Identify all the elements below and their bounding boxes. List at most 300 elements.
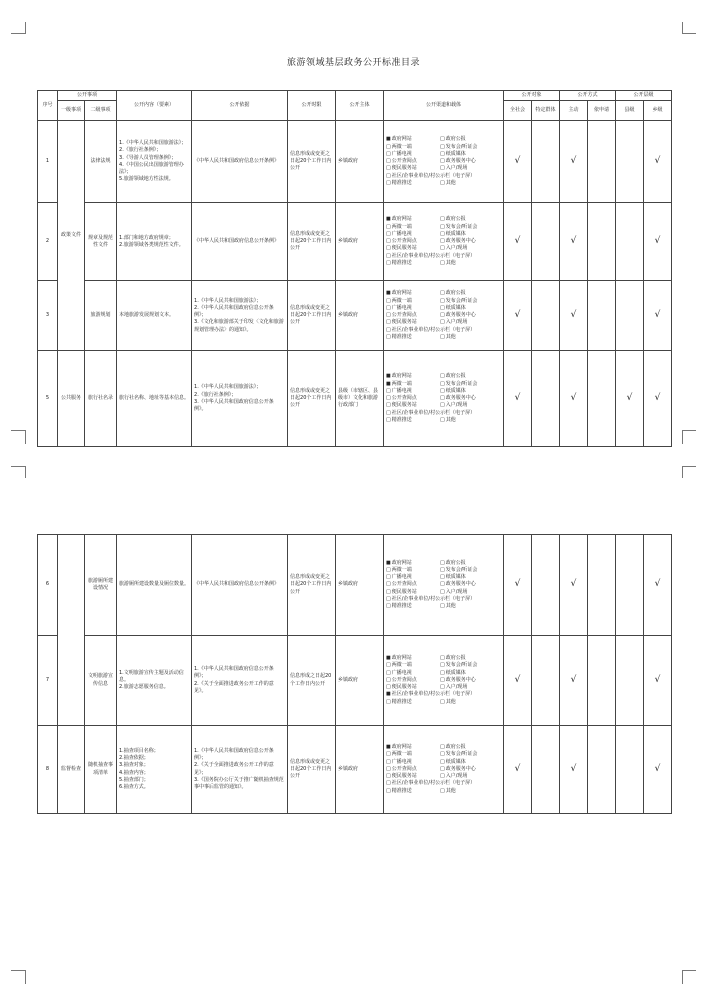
unchecked-box-icon: □ <box>440 165 445 172</box>
row-level2: 法律法规 <box>85 121 117 203</box>
row-time: 信息形成或变更之日起20个工作日内公开 <box>288 351 336 447</box>
unchecked-box-icon: □ <box>386 230 391 237</box>
checked-box-icon: ■ <box>386 655 391 662</box>
channel-item: □便民服务站 <box>386 684 417 691</box>
row-seq: 2 <box>38 203 58 281</box>
crop-mark <box>682 466 696 467</box>
row-channels <box>384 535 504 636</box>
checked-box-icon: ■ <box>386 744 391 751</box>
unchecked-box-icon: □ <box>386 669 391 676</box>
unchecked-box-icon: □ <box>440 684 445 691</box>
table-row <box>38 636 672 726</box>
unchecked-box-icon: □ <box>386 223 391 230</box>
check-level-town: √ <box>644 351 672 447</box>
check-level-county <box>616 636 644 726</box>
channel-item: □政府公报 <box>440 373 466 380</box>
row-level2: 旅行社名录 <box>85 351 117 447</box>
crop-mark <box>682 430 683 444</box>
unchecked-box-icon: □ <box>386 581 391 588</box>
header-channel: 公开渠道和载体 <box>384 91 504 121</box>
channel-item: □公开查阅点 <box>386 581 417 588</box>
unchecked-box-icon: □ <box>386 304 391 311</box>
check-mode-request <box>588 351 616 447</box>
crop-mark <box>25 970 26 984</box>
channel-item: ■政府网站 <box>386 290 412 297</box>
crop-mark <box>11 430 25 431</box>
channel-item: ■政府网站 <box>386 136 412 143</box>
unchecked-box-icon: □ <box>386 416 391 423</box>
header-target: 公开对象 <box>504 91 560 101</box>
row-subject: 乡镇政府 <box>336 535 384 636</box>
row-subject: 乡镇政府 <box>336 121 384 203</box>
channel-item: □政府公报 <box>440 136 466 143</box>
unchecked-box-icon: □ <box>386 326 391 333</box>
check-mode-active: √ <box>560 121 588 203</box>
channel-item: □发布会/听证会 <box>440 751 478 758</box>
unchecked-box-icon: □ <box>440 373 445 380</box>
unchecked-box-icon: □ <box>386 409 391 416</box>
table-row <box>38 351 672 447</box>
unchecked-box-icon: □ <box>386 566 391 573</box>
header-mode-request: 依申请 <box>588 101 616 121</box>
channel-item: □公开查阅点 <box>386 312 417 319</box>
row-channels <box>384 636 504 726</box>
unchecked-box-icon: □ <box>440 319 445 326</box>
row-basis: 《中华人民共和国政府信息公开条例》 <box>192 203 288 281</box>
check-target-all: √ <box>504 203 532 281</box>
checked-box-icon: ■ <box>386 559 391 566</box>
unchecked-box-icon: □ <box>440 676 445 683</box>
unchecked-box-icon: □ <box>386 158 391 165</box>
channel-item: □政府公报 <box>440 559 466 566</box>
row-content: 1.《中华人民共和国旅游法》； 2.《旅行社条例》； 3.《导游人员管理条例》； 4.《中国公民出国旅游管理办法》； 5.旅游领域地方性法规。 <box>117 121 192 203</box>
unchecked-box-icon: □ <box>440 297 445 304</box>
table-row <box>38 121 672 203</box>
unchecked-box-icon: □ <box>386 312 391 319</box>
check-mode-active: √ <box>560 281 588 351</box>
check-mode-active: √ <box>560 726 588 814</box>
channel-item: □两微一端 <box>386 751 412 758</box>
channel-item: ■政府网站 <box>386 216 412 223</box>
crop-mark <box>11 33 25 34</box>
unchecked-box-icon: □ <box>440 216 445 223</box>
check-mode-request <box>588 535 616 636</box>
channel-item: □社区/企事业单位/村公示栏（电子屏） <box>386 252 476 259</box>
header-target-special: 特定群体 <box>532 101 560 121</box>
check-mode-request <box>588 726 616 814</box>
check-target-all: √ <box>504 726 532 814</box>
row-content: 旅行社名称、地址等基本信息。 <box>117 351 192 447</box>
check-target-all: √ <box>504 636 532 726</box>
unchecked-box-icon: □ <box>386 698 391 705</box>
unchecked-box-icon: □ <box>386 333 391 340</box>
check-mode-active: √ <box>560 351 588 447</box>
row-level2: 旅游规划 <box>85 281 117 351</box>
row-time: 信息形成或变更之日起20个工作日内公开 <box>288 203 336 281</box>
channel-item: □入户/现场 <box>440 402 468 409</box>
unchecked-box-icon: □ <box>386 662 391 669</box>
channel-item: □公开查阅点 <box>386 676 417 683</box>
table-row <box>38 726 672 814</box>
row-subject: 乡镇政府 <box>336 281 384 351</box>
channel-item: □政务服务中心 <box>440 676 476 683</box>
check-target-special <box>532 726 560 814</box>
channel-item: □公开查阅点 <box>386 238 417 245</box>
row-level1: 公共服务 <box>58 351 85 447</box>
header-target-all: 全社会 <box>504 101 532 121</box>
channel-item: □两微一端 <box>386 143 412 150</box>
crop-mark <box>682 970 696 971</box>
row-seq: 5 <box>38 351 58 447</box>
channel-item: □其他 <box>440 698 456 705</box>
row-level1: 政策文件 <box>58 121 85 351</box>
channel-item: □广播电视 <box>386 387 412 394</box>
check-mode-active: √ <box>560 535 588 636</box>
unchecked-box-icon: □ <box>386 676 391 683</box>
unchecked-box-icon: □ <box>440 290 445 297</box>
channel-item: □发布会/听证会 <box>440 662 478 669</box>
crop-mark <box>682 33 696 34</box>
unchecked-box-icon: □ <box>386 259 391 266</box>
row-basis: 1.《中华人民共和国政府信息公开条例》； 2.《关于全面推进政务公开工作的意见》。 <box>192 636 288 726</box>
channel-item: □便民服务站 <box>386 773 417 780</box>
channel-item: □公开查阅点 <box>386 395 417 402</box>
unchecked-box-icon: □ <box>440 416 445 423</box>
check-target-special <box>532 121 560 203</box>
unchecked-box-icon: □ <box>386 684 391 691</box>
channel-item: □广播电视 <box>386 669 412 676</box>
unchecked-box-icon: □ <box>386 765 391 772</box>
channel-item: □广播电视 <box>386 150 412 157</box>
channel-item: □发布会/听证会 <box>440 380 478 387</box>
check-target-special <box>532 351 560 447</box>
unchecked-box-icon: □ <box>440 158 445 165</box>
channel-item: □精准推送 <box>386 333 412 340</box>
unchecked-box-icon: □ <box>440 566 445 573</box>
check-mode-active: √ <box>560 636 588 726</box>
row-time: 信息形成或变更之日起20个工作日内公开 <box>288 121 336 203</box>
unchecked-box-icon: □ <box>440 758 445 765</box>
row-channels <box>384 281 504 351</box>
table-body-page1 <box>38 121 672 447</box>
crop-mark <box>11 466 25 467</box>
row-basis: 1.《中华人民共和国政府信息公开条例》； 2.《关于全面推进政务公开工作的意见》； 3.《国务院办公厅关于推广随机抽查规范事中事后监管的通知》。 <box>192 726 288 814</box>
unchecked-box-icon: □ <box>440 744 445 751</box>
unchecked-box-icon: □ <box>440 655 445 662</box>
channel-item: □发布会/听证会 <box>440 223 478 230</box>
unchecked-box-icon: □ <box>386 787 391 794</box>
row-content: 旅游厕所建设数量及厕位数量。 <box>117 535 192 636</box>
header-basis: 公开依据 <box>192 91 288 121</box>
channel-item: □两微一端 <box>386 662 412 669</box>
row-level1 <box>58 535 85 726</box>
channel-item: □社区/企事业单位/村公示栏（电子屏） <box>386 172 476 179</box>
row-subject: 县级（市辖区、县级市）文化和旅游行政部门 <box>336 351 384 447</box>
row-channels <box>384 121 504 203</box>
crop-mark <box>25 430 26 444</box>
unchecked-box-icon: □ <box>440 669 445 676</box>
channel-item: □纸质媒体 <box>440 669 466 676</box>
check-level-county <box>616 203 644 281</box>
row-seq: 8 <box>38 726 58 814</box>
unchecked-box-icon: □ <box>440 230 445 237</box>
header-level2: 二级事项 <box>85 101 117 121</box>
row-seq: 3 <box>38 281 58 351</box>
checked-box-icon: ■ <box>386 380 391 387</box>
channel-item: □精准推送 <box>386 603 412 610</box>
channel-list <box>386 373 501 424</box>
unchecked-box-icon: □ <box>440 603 445 610</box>
check-mode-active: √ <box>560 203 588 281</box>
channel-item: □纸质媒体 <box>440 387 466 394</box>
crop-mark <box>682 970 683 984</box>
row-content: 本地旅游发展规划文本。 <box>117 281 192 351</box>
row-channels <box>384 351 504 447</box>
unchecked-box-icon: □ <box>386 773 391 780</box>
channel-item: □便民服务站 <box>386 402 417 409</box>
crop-mark <box>25 22 26 34</box>
unchecked-box-icon: □ <box>386 297 391 304</box>
channel-item: □精准推送 <box>386 698 412 705</box>
channel-list <box>386 744 501 795</box>
check-level-town: √ <box>644 726 672 814</box>
channel-item: □政务服务中心 <box>440 395 476 402</box>
row-subject: 乡镇政府 <box>336 726 384 814</box>
row-level2: 随机抽查事项清单 <box>85 726 117 814</box>
header-level-county: 县级 <box>616 101 644 121</box>
channel-item: ■政府网站 <box>386 744 412 751</box>
channel-item: ■政府网站 <box>386 655 412 662</box>
check-target-all: √ <box>504 535 532 636</box>
channel-item: □其他 <box>440 787 456 794</box>
unchecked-box-icon: □ <box>386 238 391 245</box>
unchecked-box-icon: □ <box>440 751 445 758</box>
check-level-town: √ <box>644 636 672 726</box>
check-level-town: √ <box>644 203 672 281</box>
channel-list <box>386 216 501 267</box>
channel-list <box>386 655 501 706</box>
table-row <box>38 535 672 636</box>
unchecked-box-icon: □ <box>386 588 391 595</box>
channel-item: □精准推送 <box>386 416 412 423</box>
unchecked-box-icon: □ <box>386 395 391 402</box>
channel-item: □两微一端 <box>386 566 412 573</box>
unchecked-box-icon: □ <box>386 143 391 150</box>
channel-item: □纸质媒体 <box>440 304 466 311</box>
unchecked-box-icon: □ <box>386 165 391 172</box>
channel-item: □入户/现场 <box>440 684 468 691</box>
unchecked-box-icon: □ <box>386 595 391 602</box>
page-title: 旅游领域基层政务公开标准目录 <box>286 58 420 68</box>
channel-item: □政务服务中心 <box>440 765 476 772</box>
row-basis: 1.《中华人民共和国旅游法》； 2.《中华人民共和国政府信息公开条例》； 3.《文化和旅游部关于印发〈文化和旅游规划管理办法〉的通知》。 <box>192 281 288 351</box>
table-row <box>38 281 672 351</box>
channel-item: □广播电视 <box>386 758 412 765</box>
check-level-county <box>616 121 644 203</box>
row-channels <box>384 203 504 281</box>
channel-item: □两微一端 <box>386 223 412 230</box>
crop-mark <box>682 430 696 431</box>
check-target-all: √ <box>504 121 532 203</box>
header-seq: 序号 <box>38 91 58 121</box>
row-time: 信息形成或变更之日起20个工作日内公开 <box>288 726 336 814</box>
channel-list <box>386 290 501 341</box>
row-basis: 《中华人民共和国政府信息公开条例》 <box>192 121 288 203</box>
check-target-all: √ <box>504 351 532 447</box>
unchecked-box-icon: □ <box>440 179 445 186</box>
unchecked-box-icon: □ <box>440 223 445 230</box>
channel-item: □发布会/听证会 <box>440 297 478 304</box>
row-seq: 7 <box>38 636 58 726</box>
unchecked-box-icon: □ <box>386 387 391 394</box>
row-channels <box>384 726 504 814</box>
row-level2: 旅游厕所建设情况 <box>85 535 117 636</box>
channel-item: □便民服务站 <box>386 319 417 326</box>
check-target-all: √ <box>504 281 532 351</box>
unchecked-box-icon: □ <box>440 333 445 340</box>
unchecked-box-icon: □ <box>386 252 391 259</box>
unchecked-box-icon: □ <box>386 319 391 326</box>
channel-item: □精准推送 <box>386 179 412 186</box>
channel-item: □其他 <box>440 179 456 186</box>
channel-item: □纸质媒体 <box>440 150 466 157</box>
check-target-special <box>532 535 560 636</box>
row-level1: 监督检查 <box>58 726 85 814</box>
row-content: 1.文明旅游宣传主题及活动信息。 2.旅游志愿服务信息。 <box>117 636 192 726</box>
channel-item: □广播电视 <box>386 230 412 237</box>
channel-item: □政务服务中心 <box>440 581 476 588</box>
checked-box-icon: ■ <box>386 373 391 380</box>
channel-item: ■政府网站 <box>386 373 412 380</box>
unchecked-box-icon: □ <box>386 603 391 610</box>
header-time: 公开时限 <box>288 91 336 121</box>
unchecked-box-icon: □ <box>440 238 445 245</box>
unchecked-box-icon: □ <box>440 259 445 266</box>
check-level-town: √ <box>644 535 672 636</box>
row-level2: 文明旅游宣传信息 <box>85 636 117 726</box>
unchecked-box-icon: □ <box>440 574 445 581</box>
channel-item: □社区/企事业单位/村公示栏（电子屏） <box>386 595 476 602</box>
check-level-county <box>616 726 644 814</box>
unchecked-box-icon: □ <box>440 136 445 143</box>
channel-item: □政府公报 <box>440 655 466 662</box>
row-time: 信息形成之日起20个工作日内公开 <box>288 636 336 726</box>
channel-item: □社区/企事业单位/村公示栏（电子屏） <box>386 780 476 787</box>
channel-item: □公开查阅点 <box>386 765 417 772</box>
check-mode-request <box>588 636 616 726</box>
header-level: 公开层级 <box>616 91 672 101</box>
checked-box-icon: ■ <box>386 290 391 297</box>
check-level-county <box>616 281 644 351</box>
channel-item: □入户/现场 <box>440 165 468 172</box>
channel-list <box>386 136 501 187</box>
unchecked-box-icon: □ <box>386 150 391 157</box>
unchecked-box-icon: □ <box>386 780 391 787</box>
unchecked-box-icon: □ <box>386 245 391 252</box>
channel-item: □广播电视 <box>386 574 412 581</box>
checked-box-icon: ■ <box>386 691 391 698</box>
unchecked-box-icon: □ <box>440 387 445 394</box>
row-subject: 乡镇政府 <box>336 636 384 726</box>
channel-item: □便民服务站 <box>386 245 417 252</box>
channel-item: □精准推送 <box>386 259 412 266</box>
check-mode-request <box>588 281 616 351</box>
unchecked-box-icon: □ <box>386 179 391 186</box>
check-level-town: √ <box>644 121 672 203</box>
table-row <box>38 203 672 281</box>
unchecked-box-icon: □ <box>386 402 391 409</box>
check-level-town: √ <box>644 281 672 351</box>
unchecked-box-icon: □ <box>386 172 391 179</box>
catalog-table-page2 <box>37 534 672 814</box>
channel-list <box>386 560 501 611</box>
row-seq: 1 <box>38 121 58 203</box>
checked-box-icon: ■ <box>386 136 391 143</box>
unchecked-box-icon: □ <box>440 245 445 252</box>
row-basis: 1.《中华人民共和国旅游法》； 2.《旅行社条例》； 3.《中华人民共和国政府信息公开条例》。 <box>192 351 288 447</box>
crop-mark <box>11 970 25 971</box>
header-level1: 一级事项 <box>58 101 85 121</box>
channel-item: □其他 <box>440 603 456 610</box>
row-content: 1.部门和地方政府规章； 2.旅游领域各类规范性文件。 <box>117 203 192 281</box>
channel-item: □政务服务中心 <box>440 238 476 245</box>
unchecked-box-icon: □ <box>440 304 445 311</box>
check-level-county <box>616 535 644 636</box>
header-matters: 公开事项 <box>58 91 117 101</box>
row-level2: 规章及规范性文件 <box>85 203 117 281</box>
unchecked-box-icon: □ <box>440 787 445 794</box>
channel-item: □入户/现场 <box>440 319 468 326</box>
crop-mark <box>25 466 26 478</box>
channel-item: □纸质媒体 <box>440 230 466 237</box>
unchecked-box-icon: □ <box>386 758 391 765</box>
unchecked-box-icon: □ <box>386 751 391 758</box>
catalog-table-page1 <box>37 90 672 447</box>
channel-item: □入户/现场 <box>440 773 468 780</box>
header-level-town: 乡级 <box>644 101 672 121</box>
unchecked-box-icon: □ <box>440 402 445 409</box>
channel-item: □便民服务站 <box>386 165 417 172</box>
header-content: 公开内容（要素） <box>117 91 192 121</box>
row-seq: 6 <box>38 535 58 636</box>
check-mode-request <box>588 121 616 203</box>
channel-item: ■政府网站 <box>386 559 412 566</box>
unchecked-box-icon: □ <box>440 581 445 588</box>
checked-box-icon: ■ <box>386 216 391 223</box>
channel-item: □发布会/听证会 <box>440 566 478 573</box>
channel-item: □其他 <box>440 333 456 340</box>
row-subject: 乡镇政府 <box>336 203 384 281</box>
crop-mark <box>682 466 683 478</box>
header-mode-active: 主动 <box>560 101 588 121</box>
channel-item: □便民服务站 <box>386 588 417 595</box>
unchecked-box-icon: □ <box>440 143 445 150</box>
channel-item: □政府公报 <box>440 216 466 223</box>
channel-item: □纸质媒体 <box>440 758 466 765</box>
unchecked-box-icon: □ <box>440 559 445 566</box>
row-basis: 《中华人民共和国政府信息公开条例》 <box>192 535 288 636</box>
channel-item: □公开查阅点 <box>386 158 417 165</box>
channel-item: □政府公报 <box>440 290 466 297</box>
check-target-special <box>532 281 560 351</box>
unchecked-box-icon: □ <box>440 662 445 669</box>
unchecked-box-icon: □ <box>440 380 445 387</box>
unchecked-box-icon: □ <box>386 574 391 581</box>
channel-item: □精准推送 <box>386 787 412 794</box>
channel-item: □入户/现场 <box>440 588 468 595</box>
channel-item: ■两微一端 <box>386 380 412 387</box>
unchecked-box-icon: □ <box>440 312 445 319</box>
